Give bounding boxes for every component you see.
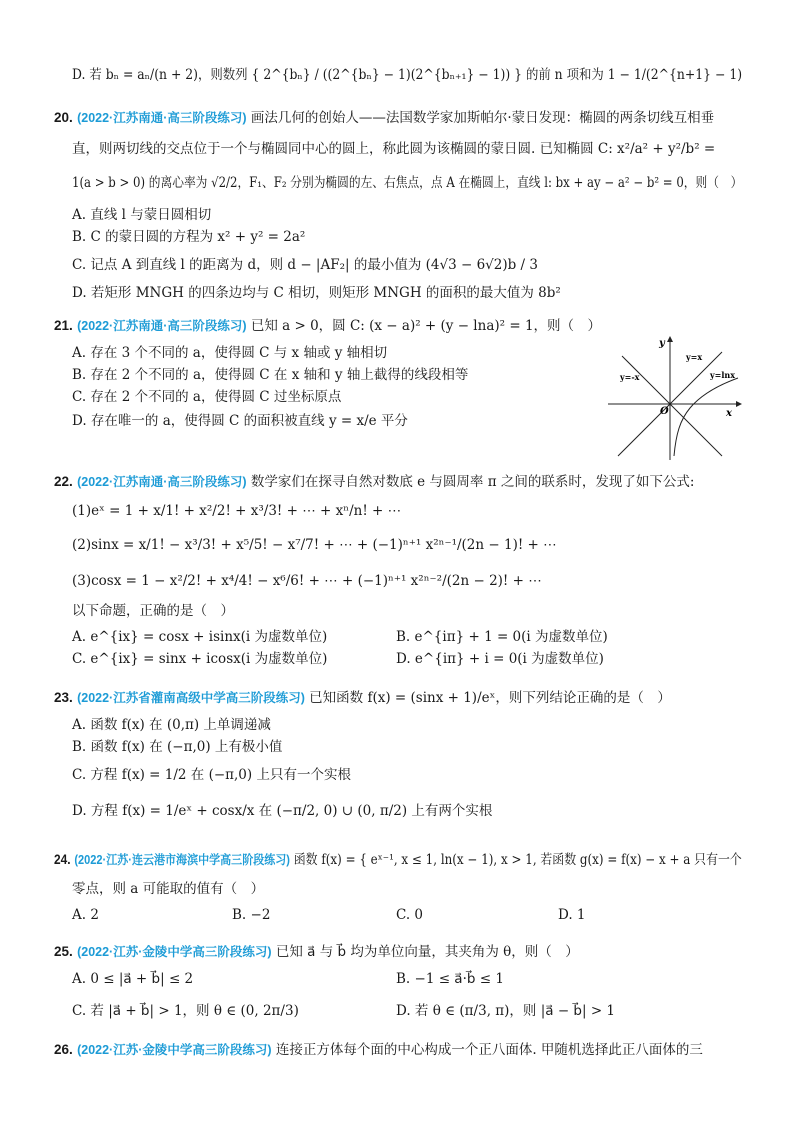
y-axis-arrow <box>667 336 673 342</box>
q25-option-b: B. −1 ≤ a⃗·b⃗ ≤ 1 <box>396 971 504 987</box>
question-source: (2022·江苏南通·高三阶段练习) <box>77 319 247 333</box>
q25-option-c: C. 若 |a⃗ + b⃗| > 1，则 θ ∈ (0, 2π/3) <box>72 1003 299 1019</box>
q24-option-a: A. 2 <box>72 907 99 923</box>
question-number: 24. <box>54 852 71 867</box>
q22-option-a: A. e^{ix} = cosx + isinx(i 为虚数单位) <box>72 629 328 645</box>
question-20-stem-3: 1(a > b > 0) 的离心率为 √2/2，F₁、F₂ 分别为椭圆的左、右焦点，点 A 在椭圆上，直线 l: bx + ay − a² − b² = 0，则（ ） <box>72 175 743 191</box>
question-source: (2022·江苏南通·高三阶段练习) <box>77 475 247 489</box>
q23-option-b: B. 函数 f(x) 在 (−π,0) 上有极小值 <box>72 739 283 755</box>
q20-option-d: D. 若矩形 MNGH 的四条边均与 C 相切，则矩形 MNGH 的面积的最大值为 8b² <box>72 285 561 301</box>
x-axis-label: x <box>726 408 732 419</box>
question-stem: 画法几何的创始人——法国数学家加斯帕尔·蒙日发现：椭圆的两条切线互相垂 <box>250 110 715 126</box>
question-stem: 函数 f(x) = { eˣ⁻¹, x ≤ 1, ln(x − 1), x > 1, 若函数 g(x) = f(x) − x + a 只有一个 <box>293 852 742 868</box>
q22-option-c: C. e^{ix} = sinx + icosx(i 为虚数单位) <box>72 651 328 667</box>
q22-formula-1: (1)eˣ = 1 + x/1! + x²/2! + x³/3! + ⋯ + xⁿ/n! + ⋯ <box>72 503 402 519</box>
question-stem: 已知 a > 0，圆 C: (x − a)² + (y − lna)² = 1，则（ ） <box>250 318 602 334</box>
question-stem: 已知函数 f(x) = (sinx + 1)/eˣ，则下列结论正确的是（ ） <box>309 690 671 706</box>
q21-option-c: C. 存在 2 个不同的 a，使得圆 C 过坐标原点 <box>72 389 342 405</box>
q20-option-b: B. C 的蒙日圆的方程为 x² + y² = 2a² <box>72 229 306 245</box>
question-number: 21. <box>54 318 73 333</box>
question-source: (2022·江苏·金陵中学高三阶段练习) <box>77 945 272 959</box>
question-number: 23. <box>54 690 73 705</box>
question-stem: 已知 a⃗ 与 b⃗ 均为单位向量，其夹角为 θ，则（ ） <box>275 944 579 960</box>
question-25 <box>54 942 579 962</box>
q23-option-a: A. 函数 f(x) 在 (0,π) 上单调递减 <box>72 717 271 733</box>
q24-option-c: C. 0 <box>396 907 424 923</box>
question-20-stem-2: 直，则两切线的交点位于一个与椭圆同中心的圆上，称此圆为该椭圆的蒙日圆. 已知椭圆 C: x²/a² + y²/b² = <box>72 141 716 157</box>
label-y-equals-x: y=x <box>686 352 703 362</box>
q21-option-b: B. 存在 2 个不同的 a，使得圆 C 在 x 轴和 y 轴上截得的线段相等 <box>72 367 469 383</box>
q22-formula-3: (3)cosx = 1 − x²/2! + x⁴/4! − x⁶/6! + ⋯ + (−1)ⁿ⁺¹ x²ⁿ⁻²/(2n − 2)! + ⋯ <box>72 573 542 589</box>
q23-option-d: D. 方程 f(x) = 1/eˣ + cosx/x 在 (−π/2, 0) ∪ (0, π/2) 上有两个实根 <box>72 803 493 819</box>
question-source: (2022·江苏南通·高三阶段练习) <box>77 111 247 125</box>
origin-label: O <box>660 406 669 417</box>
q20-option-a: A. 直线 l 与蒙日圆相切 <box>72 207 212 223</box>
q22-prompt: 以下命题，正确的是（ ） <box>72 603 234 619</box>
question-number: 20. <box>54 110 73 125</box>
q25-option-d: D. 若 θ ∈ (π/3, π)，则 |a⃗ − b⃗| > 1 <box>396 1003 616 1019</box>
q22-formula-2: (2)sinx = x/1! − x³/3! + x⁵/5! − x⁷/7! + ⋯ + (−1)ⁿ⁺¹ x²ⁿ⁻¹/(2n − 1)! + ⋯ <box>72 537 557 553</box>
q21-option-a: A. 存在 3 个不同的 a，使得圆 C 与 x 轴或 y 轴相切 <box>72 345 388 361</box>
question-source: (2022·江苏省灌南高级中学高三阶段练习) <box>77 691 305 705</box>
q19-option-d: D. 若 bₙ = aₙ/(n + 2)，则数列 { 2^{bₙ} / ((2^{bₙ} − 1)(2^{bₙ₊₁} − 1)) } 的前 n 项和为 1 − 1/(2^{n+1} − 1) <box>72 67 743 83</box>
question-23 <box>54 688 671 708</box>
question-number: 22. <box>54 474 73 489</box>
label-y-equals-negative-x: y=-x <box>620 372 640 382</box>
question-number: 25. <box>54 944 73 959</box>
question-stem: 连接正方体每个面的中心构成一个正八面体. 甲随机选择此正八面体的三 <box>275 1042 703 1058</box>
q22-option-b: B. e^{iπ} + 1 = 0(i 为虚数单位) <box>396 629 608 645</box>
question-20 <box>54 108 714 128</box>
question-26 <box>54 1040 703 1060</box>
q24-option-d: D. 1 <box>558 907 586 923</box>
q20-option-c: C. 记点 A 到直线 l 的距离为 d，则 d − |AF₂| 的最小值为 (4√3 − 6√2)b / 3 <box>72 257 538 273</box>
q24-option-b: B. −2 <box>232 907 271 923</box>
question-stem: 数学家们在探寻自然对数底 e 与圆周率 π 之间的联系时，发现了如下公式: <box>250 474 695 490</box>
question-21 <box>54 316 601 336</box>
x-axis-arrow <box>736 401 742 407</box>
label-y-equals-lnx: y=lnx <box>710 370 735 380</box>
y-axis-label: y <box>659 338 665 349</box>
question-number: 26. <box>54 1042 73 1057</box>
q23-option-c: C. 方程 f(x) = 1/2 在 (−π,0) 上只有一个实根 <box>72 767 351 783</box>
question-source: (2022·江苏·连云港市海滨中学高三阶段练习) <box>74 853 290 867</box>
line-y-equals-negative-x <box>622 356 722 456</box>
q21-graph <box>604 334 744 462</box>
question-24-stem-2: 零点，则 a 可能取的值有（ ） <box>72 881 265 897</box>
q22-option-d: D. e^{iπ} + i = 0(i 为虚数单位) <box>396 651 604 667</box>
question-24 <box>54 850 742 870</box>
question-source: (2022·江苏·金陵中学高三阶段练习) <box>77 1043 272 1057</box>
question-22 <box>54 472 694 492</box>
q25-option-a: A. 0 ≤ |a⃗ + b⃗| ≤ 2 <box>72 971 194 987</box>
q21-option-d: D. 存在唯一的 a，使得圆 C 的面积被直线 y = x/e 平分 <box>72 413 408 429</box>
